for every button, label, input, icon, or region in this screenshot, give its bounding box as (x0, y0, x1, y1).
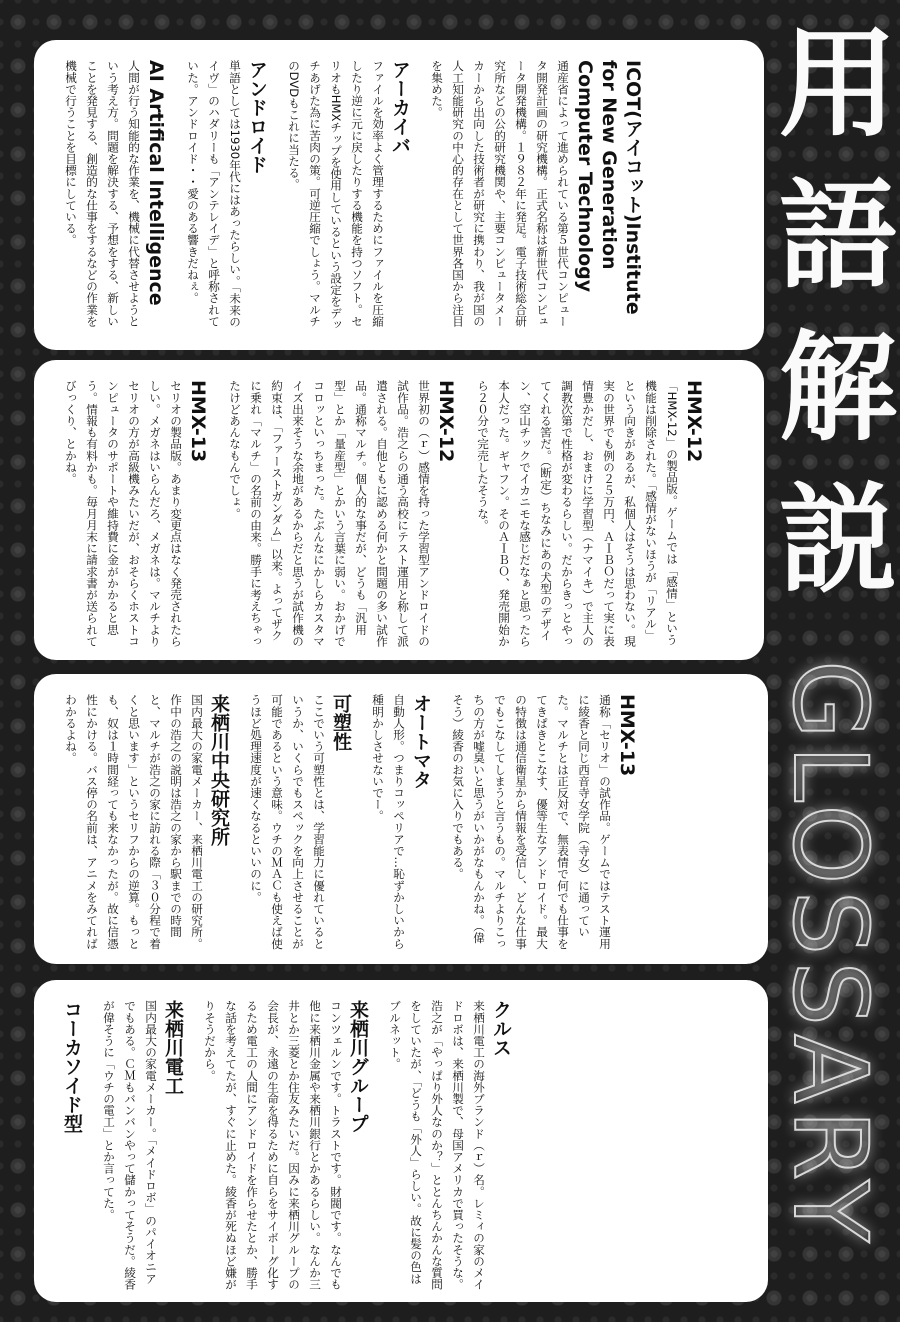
glossary-entry (60, 1000, 84, 1290)
glossary-entry (60, 694, 231, 952)
glossary-entry (199, 1000, 370, 1290)
glossary-entry (426, 60, 645, 338)
entry-reading: ンドロイド (246, 79, 268, 174)
entry-head: 来 (162, 1000, 184, 1019)
entry-reading: MX-12 (683, 395, 705, 463)
entry-head: ア (389, 60, 411, 79)
glossary-entry (60, 60, 168, 338)
entry-reading: MX-13 (187, 395, 209, 463)
entry-reading: COT(アイコット)Institute for New Generation Computer Technology (574, 60, 644, 315)
entry-head: ア (246, 60, 268, 79)
entry-body: 通称「セリオ」の試作品。ゲームではテスト運用に綾香と同じ西音寺女学院（寺女）に通っていた。マルチとは正反対で、無表情で何でも仕事をてきぱきとこなす、優等生なアンドロイド。最大の特徴は通信衛星から情報を受信し、どんな仕事でもこなしてしまうと言うもの。マルチよりこっちの方が嘘臭いと思うがいかがなもんかね。（偉そう）綾香のお気に入りでもある。 (451, 694, 612, 950)
entry-head: H (187, 380, 209, 396)
entry-body: セリオの製品版。あまり変更点はなく発売されたらしい。メガネはいらんだろ、メガネは。マルチよりセリオの方が高級機みたいだが、おそらくホストコンピュータのサポートや維持費に金がかかると思う。情報も有料かも。毎月月末に請求書が送られてびっくり、とかね。 (64, 380, 183, 647)
entry-body: 国内最大の家電メーカー、来栖川電工の研究所。作中の浩之の説明は浩之の家から駅までの時間と、マルチが浩之の家に訪れる際「３０分程で着くと思います」というセリフからの逆算。もっとも、奴は１時間経っても来なかったが。故に信憑性にかける。バス停の名前は、アニメをみてればわかるよね。 (64, 694, 204, 950)
glossary-panel (34, 674, 768, 964)
entry-head: 来 (208, 694, 230, 713)
entry-reading: 栖川グループ (347, 1019, 369, 1133)
entry-reading: 塑性 (330, 713, 352, 751)
glossary-text-column (34, 360, 718, 660)
entry-head: 来 (347, 1000, 369, 1019)
glossary-text-column (34, 980, 525, 1302)
glossary-panel (34, 40, 764, 350)
entry-body: ここでいう可塑性とは、学習能力に優れているというか、いくらでもスペックを向上させることが可能であるという意味。ウチのＭＡＣも使えば使うほど処理速度が速くなるといいのに。 (249, 694, 326, 950)
entry-head: H (683, 380, 705, 396)
glossary-entry (98, 1000, 185, 1290)
entry-reading: ートマタ (410, 713, 432, 789)
entry-body: 単語としては1930年代にはあったらしい。「未来のイヴ」のハダリーも「アンテレイデ」と呼称されていた。アンドロイド・・愛のある響きだねぇ。 (186, 60, 242, 328)
page-title (779, 8, 898, 616)
entry-head: 可 (330, 694, 352, 713)
entry-reading: MX-13 (616, 709, 638, 777)
entry-body: 世界初の（ｒ）感情を持った学習型アンドロイドの試作品。浩之らの通う高校にテスト運用と称して派遣される。自他ともに認める何かと問題の多い試作品。通称マルチ。個人的な事だが、どうも「汎用型」とか「量産型」とかいう言葉に弱い。おかげでコロッといっちまった。たぶんなにかしらカスタマイズ出来そうな余地があるからだと思うが試作機の約束は、「ファーストガンダム」以来。よってザクに乗れ「マルチ」の名前の由来。勝手に考えちゃったけどあんなもんでしょ。 (228, 380, 431, 647)
entry-head: I (622, 60, 644, 68)
glossary-entry (472, 380, 706, 648)
glossary-entry (384, 1000, 513, 1290)
entry-reading: 栖川電工 (162, 1019, 184, 1095)
title-char: 語 (779, 166, 898, 305)
entry-reading: I Artifical Intelligence (145, 74, 167, 306)
entry-reading: ーカイバ (389, 79, 411, 155)
entry-reading: MX-12 (435, 395, 457, 463)
glossary-text-column (34, 674, 651, 964)
title-char: 解 (779, 318, 898, 457)
glossary-panel (34, 360, 764, 660)
entry-body: 国内最大の家電メーカー。「メイドロボ」のパイオニアでもある。ＣＭもバンバンやって儲かってそうだ。綾香が偉そうに「ウチの電工」とか言ってた。 (102, 1000, 158, 1290)
entry-head: H (435, 380, 457, 396)
entry-body: 来栖川電工の海外ブランド（ｒ）名。レミィの家のメイドロボは、来栖川製で、母国アメリカで買ったそうな。浩之が「やっぱり外人なのか？」ととんちんかんな質問をしていたが、「どうも「外人」らしい。故に髪の色はブルネット。 (388, 1000, 486, 1290)
page-subtitle: GLOSSARY (770, 660, 889, 1249)
entry-body: コンツェルンです。トラストです。財閥です。なんでも他に来栖川金属や来栖川銀行とかあるらしい。なんか三井とか三菱とか住友みたいだ。因みに来栖川グループの会長が、永遠の生命を得るために自らをサイボーグ化するため電工の人間にアンドロイドを作らせたとか、勝手な話を考えてたが、すぐに止めた。綾香が死ぬほど嫌がりそうだから。 (203, 1000, 343, 1290)
entry-head: H (616, 694, 638, 710)
entry-head: コ (61, 1000, 83, 1019)
entry-body: 通産省によって進められている第５世代コンピュータ開発計画の研究機構。正式名称は新世代コンピュータ開発機構。１９８２年に発足。電子技術総合研究所などの公的研究機関や、主要コンピュータメーカーから出向した技術者が研究に携わり、我が国の人工知能研究の中心的存在として世界各国から注目を集めた。 (430, 60, 570, 327)
entry-reading: ルス (490, 1019, 512, 1057)
entry-head: オ (410, 694, 432, 713)
title-char: 説 (779, 470, 898, 609)
entry-body: 「HMX-12」の製品版。ゲームでは「感情」という機能は削除された。「感情がないほうが「リアル」という向きがあるが、私個人はそうは思わない。現実の世界でも例の２５万円、ＡＩＢＯだって実に表情豊かだし、おまけに学習型（ナマイキ）で主人の調教次第で性格が変わるらしい。だからきっとやってくれる筈だ。（断定）ちなみにあの犬型のデザイン、空山チックでイカニモな感じだなぁと思ったら本人だった。ギャフン。そのＡＩＢＯ、発売開始から２０分で完売したそうな。 (476, 380, 679, 647)
entry-reading: 栖川中央研究所 (208, 713, 230, 846)
entry-body: 自動人形。つまりコッペリアで…恥ずかしいから種明かしさせないでー。 (371, 694, 406, 950)
glossary-text-column (34, 40, 657, 350)
glossary-entry (182, 60, 269, 338)
entry-head: ク (490, 1000, 512, 1019)
glossary-panel (34, 980, 768, 1302)
glossary-entry (447, 694, 639, 952)
glossary-entry (367, 694, 433, 952)
glossary-entry (245, 694, 353, 952)
glossary-entry (60, 380, 210, 648)
glossary-entry (283, 60, 412, 338)
entry-body: ファイルを効率よく管理するためにファイルを圧縮したり逆に元に戻したりする機能を持つソフト。セリオもHMXチップを使用しているという設定をデッチあげた為に苦肉の策。可逆圧縮でしょう。マルチのDVDもこれに当たる。 (287, 60, 385, 331)
glossary-entry (224, 380, 458, 648)
entry-body: 人間が行う知能的な作業を、機械に代替させようという考え方。問題を解決する、予想をする、新しいことを発見する、創造的な仕事をするなどの作業を機械で行うことを目標にしている。 (64, 60, 141, 327)
entry-reading: ーカソイド型 (61, 1019, 83, 1133)
entry-head: A (145, 60, 167, 75)
title-char: 用 (779, 14, 898, 153)
